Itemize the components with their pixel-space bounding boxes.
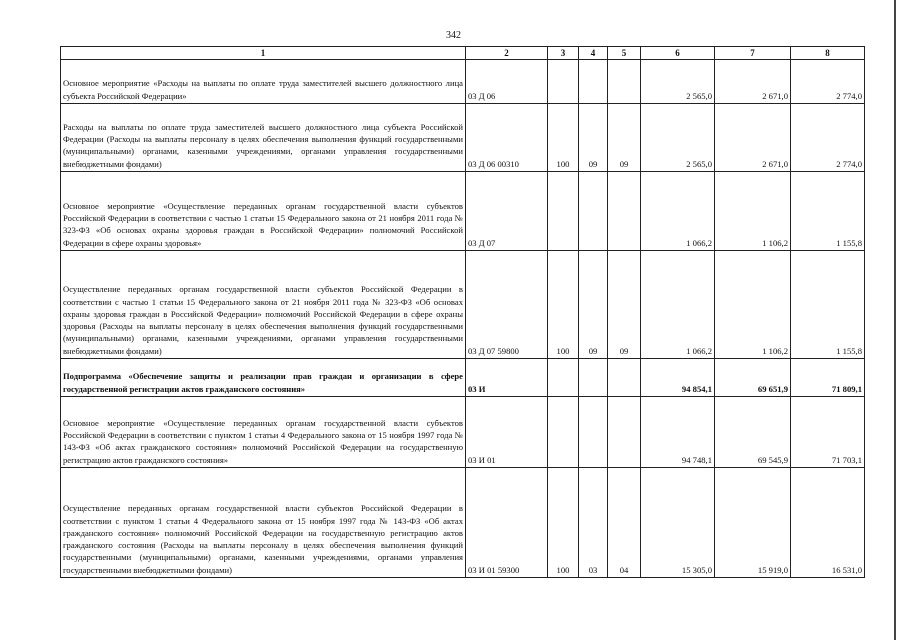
row-col-5: 09 — [608, 251, 641, 359]
row-col-5 — [608, 60, 641, 104]
row-col-5 — [608, 397, 641, 468]
header-col-3: 3 — [548, 47, 579, 60]
budget-table — [60, 46, 865, 578]
row-col-3: 100 — [548, 468, 579, 578]
table-row-subprogram — [61, 359, 865, 397]
row-col-4 — [579, 172, 608, 251]
row-value-7: 1 106,2 — [715, 251, 791, 359]
table-row — [61, 468, 865, 578]
row-value-8: 16 531,0 — [791, 468, 865, 578]
row-col-4 — [579, 397, 608, 468]
row-value-7: 69 545,9 — [715, 397, 791, 468]
row-value-6: 1 066,2 — [641, 172, 715, 251]
row-col-5 — [608, 359, 641, 397]
table-row — [61, 104, 865, 172]
row-value-6: 15 305,0 — [641, 468, 715, 578]
row-code: 03 Д 06 00310 — [466, 104, 548, 172]
row-value-6: 1 066,2 — [641, 251, 715, 359]
table-row — [61, 60, 865, 104]
row-col-5 — [608, 172, 641, 251]
row-col-3 — [548, 359, 579, 397]
row-code: 03 И 01 59300 — [466, 468, 548, 578]
row-value-7: 2 671,0 — [715, 60, 791, 104]
row-col-5: 04 — [608, 468, 641, 578]
row-value-7: 15 919,0 — [715, 468, 791, 578]
table-row — [61, 397, 865, 468]
row-col-4 — [579, 359, 608, 397]
row-code: 03 И 01 — [466, 397, 548, 468]
header-col-1: 1 — [61, 47, 466, 60]
row-col-4: 09 — [579, 104, 608, 172]
row-name: Основное мероприятие «Осуществление переданных органам государственной власти субъектов Российской Федерации в соответствии с частью 1 статьи 15 Федерального закона от 21 ноября 2011 года № 323-ФЗ «Об основах охраны здоровья граждан в Российской Федерации» полномочий Российской Федерации в сфере охраны здоровья» — [61, 172, 466, 251]
page-edge-line — [894, 0, 896, 640]
row-code: 03 Д 07 59800 — [466, 251, 548, 359]
row-name: Подпрограмма «Обеспечение защиты и реализации прав граждан и организации в сфере государственной регистрации актов гражданского состояния» — [61, 359, 466, 397]
row-name: Осуществление переданных органам государственной власти субъектов Российской Федерации в соответствии с пунктом 1 статьи 4 Федерального закона от 15 ноября 1997 года № 143-ФЗ «Об актах гражданского состояния» полномочий Российской Федерации на государственную регистрацию актов гражданского состояния (Расходы на выплаты персоналу в целях обеспечения выполнения функций государственными (муниципальными) органами, казенными учреждениями, органами управления государственными внебюджетными фондами) — [61, 468, 466, 578]
row-value-6: 2 565,0 — [641, 60, 715, 104]
row-col-4 — [579, 60, 608, 104]
row-col-4: 03 — [579, 468, 608, 578]
header-row — [61, 47, 865, 60]
row-code: 03 Д 07 — [466, 172, 548, 251]
row-value-6: 94 748,1 — [641, 397, 715, 468]
header-col-2: 2 — [466, 47, 548, 60]
row-name: Основное мероприятие «Осуществление переданных органам государственной власти субъектов Российской Федерации в соответствии с пунктом 1 статьи 4 Федерального закона от 15 ноября 1997 года № 143-ФЗ «Об актах гражданского состояния» полномочий Российской Федерации на государственную регистрацию актов гражданского состояния» — [61, 397, 466, 468]
row-col-3: 100 — [548, 251, 579, 359]
row-code: 03 Д 06 — [466, 60, 548, 104]
row-code: 03 И — [466, 359, 548, 397]
row-value-7: 2 671,0 — [715, 104, 791, 172]
row-col-3 — [548, 60, 579, 104]
row-value-8: 1 155,8 — [791, 251, 865, 359]
row-value-8: 71 809,1 — [791, 359, 865, 397]
header-col-8: 8 — [791, 47, 865, 60]
row-name: Расходы на выплаты по оплате труда заместителей высшего должностного лица субъекта Российской Федерации (Расходы на выплаты персоналу в целях обеспечения выполнения функций государственными (муниципальными) органами, казенными учреждениями, органами управления государственными внебюджетными фондами) — [61, 104, 466, 172]
row-name: Осуществление переданных органам государственной власти субъектов Российской Федерации в соответствии с частью 1 статьи 15 Федерального закона от 21 ноября 2011 года № 323-ФЗ «Об основах охраны здоровья граждан в Российской Федерации» полномочий Российской Федерации в сфере охраны здоровья (Расходы на выплаты персоналу в целях обеспечения выполнения функций государственными (муниципальными) органами, казенными учреждениями, органами управления государственными внебюджетными фондами) — [61, 251, 466, 359]
header-col-6: 6 — [641, 47, 715, 60]
row-col-5: 09 — [608, 104, 641, 172]
table-row — [61, 172, 865, 251]
header-col-4: 4 — [579, 47, 608, 60]
row-value-6: 94 854,1 — [641, 359, 715, 397]
header-col-5: 5 — [608, 47, 641, 60]
row-value-8: 2 774,0 — [791, 104, 865, 172]
row-value-7: 69 651,9 — [715, 359, 791, 397]
row-value-6: 2 565,0 — [641, 104, 715, 172]
row-value-7: 1 106,2 — [715, 172, 791, 251]
row-col-3: 100 — [548, 104, 579, 172]
header-col-7: 7 — [715, 47, 791, 60]
row-value-8: 2 774,0 — [791, 60, 865, 104]
row-value-8: 1 155,8 — [791, 172, 865, 251]
row-value-8: 71 703,1 — [791, 397, 865, 468]
row-col-4: 09 — [579, 251, 608, 359]
row-name: Основное мероприятие «Расходы на выплаты по оплате труда заместителей высшего должностного лица субъекта Российской Федерации» — [61, 60, 466, 104]
table-row — [61, 251, 865, 359]
page-number: 342 — [446, 30, 461, 41]
row-col-3 — [548, 172, 579, 251]
row-col-3 — [548, 397, 579, 468]
